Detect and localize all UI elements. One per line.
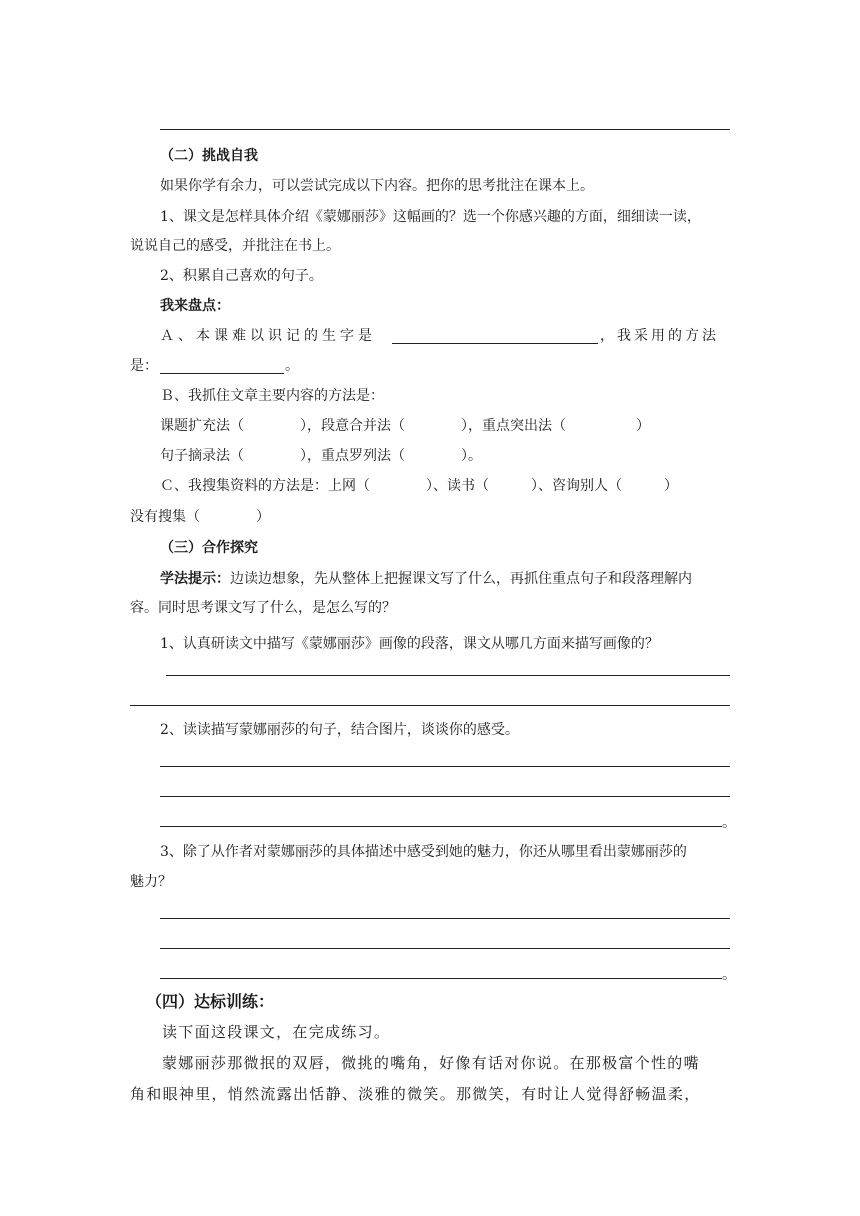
section2-q1-line1: 1、课文是怎样具体介绍《蒙娜丽莎》这幅画的？选一个你感兴趣的方面，细细读一读，	[160, 209, 701, 225]
inventory-b-row2: 句子摘录法（ ），重点罗列法（ ）。	[160, 448, 482, 464]
section3-q1-answer-line-1[interactable]	[166, 675, 730, 676]
section3-tip-label: 学法提示：	[160, 571, 230, 587]
section3-q3-answer-line-3[interactable]	[160, 978, 722, 979]
section4-passage-line2: 角和眼神里，悄然流露出恬静、淡雅的微笑。那微笑，有时让人觉得舒畅温柔，	[130, 1085, 701, 1103]
inventory-a-method-blank[interactable]	[160, 373, 284, 374]
section2-heading: （二）挑战自我	[160, 148, 258, 164]
section4-instruction: 读下面这段课文，在完成练习。	[162, 1023, 391, 1041]
section3-q3-answer-line-1[interactable]	[160, 918, 730, 919]
section3-q3-answer-line-2[interactable]	[160, 948, 730, 949]
section3-tip-line2: 容。同时思考课文写了什么，是怎么写的？	[130, 600, 396, 616]
section3-q2-answer-line-2[interactable]	[160, 796, 730, 797]
section3-q1-answer-line-2[interactable]	[130, 705, 730, 706]
inventory-a-suffix: ，我采用的方法	[600, 328, 719, 344]
inventory-a-blank[interactable]	[392, 343, 598, 344]
inventory-b-title: Ｂ、我抓住文章主要内容的方法是：	[160, 388, 384, 404]
section3-q2: 2、读读描写蒙娜丽莎的句子，结合图片，谈谈你的感受。	[160, 722, 519, 738]
section2-q1-line2: 说说自己的感受，并批注在书上。	[130, 238, 340, 254]
inventory-heading: 我来盘点：	[160, 298, 230, 314]
inventory-a-line2-prefix: 是：	[130, 358, 158, 374]
inventory-a-line2-suffix: 。	[285, 358, 299, 374]
section3-q2-answer-line-1[interactable]	[160, 766, 730, 767]
section2-intro: 如果你学有余力，可以尝试完成以下内容。把你的思考批注在课本上。	[160, 178, 594, 194]
section3-heading: （三）合作探究	[160, 540, 258, 556]
inventory-a-prefix: Ａ、本课难以识记的生字是	[160, 328, 376, 344]
inventory-c-row1: Ｃ、我搜集资料的方法是：上网（ ）、读书（ ）、咨询别人（ ）	[160, 478, 678, 494]
section3-q3-period: 。	[722, 967, 736, 983]
section3-tip-line1	[160, 569, 692, 589]
section4-heading: （四）达标训练：	[146, 992, 275, 1011]
inventory-c-row2: 没有搜集（ ）	[130, 509, 270, 525]
section3-q2-period: 。	[722, 815, 736, 831]
section4-passage-line1: 蒙娜丽莎那微抿的双唇，微挑的嘴角，好像有话对你说。在那极富个性的嘴	[162, 1054, 700, 1072]
section3-q2-answer-line-3[interactable]	[160, 826, 722, 827]
section3-q1: 1、认真研读文中描写《蒙娜丽莎》画像的段落，课文从哪几方面来描写画像的？	[160, 636, 659, 652]
section3-tip-text: 边读边想象，先从整体上把握课文写了什么，再抓住重点句子和段落理解内	[230, 571, 692, 587]
inventory-b-row1: 课题扩充法（ ），段意合并法（ ），重点突出法（ ）	[160, 418, 650, 434]
section3-q3-line2: 魅力？	[130, 874, 172, 890]
top-divider	[160, 129, 730, 130]
section2-q2: 2、积累自己喜欢的句子。	[160, 268, 323, 284]
section3-q3-line1: 3、除了从作者对蒙娜丽莎的具体描述中感受到她的魅力，你还从哪里看出蒙娜丽莎的	[160, 844, 687, 860]
